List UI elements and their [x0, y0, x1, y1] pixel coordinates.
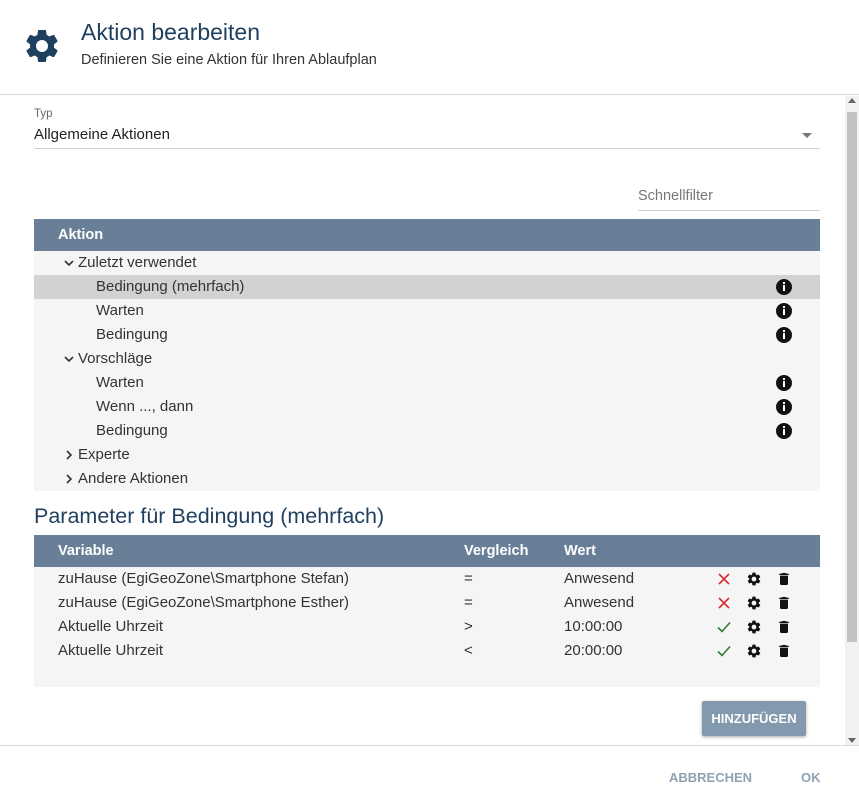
tree-item-label: Bedingung — [96, 422, 168, 439]
tree-group[interactable] — [34, 467, 820, 491]
trash-icon[interactable] — [776, 643, 792, 659]
gear-icon[interactable] — [746, 643, 762, 659]
chevron-down-icon — [64, 354, 74, 364]
parameter-value: Anwesend — [564, 594, 635, 611]
gear-icon — [22, 26, 62, 66]
dialog-title: Aktion bearbeiten — [81, 19, 261, 45]
tree-item-label: Bedingung — [96, 326, 168, 343]
parameter-row — [34, 567, 820, 591]
quick-filter-input[interactable] — [638, 184, 820, 208]
parameter-variable: Aktuelle Uhrzeit — [58, 642, 164, 659]
action-tree-header: Aktion — [34, 219, 820, 251]
column-header-value: Wert — [564, 543, 596, 559]
tree-item-label: Bedingung (mehrfach) — [96, 278, 245, 295]
parameter-value: 20:00:00 — [564, 642, 623, 659]
chevron-right-icon — [64, 474, 74, 484]
parameter-row — [34, 591, 820, 615]
tree-item[interactable] — [34, 371, 820, 395]
info-icon[interactable] — [776, 279, 792, 295]
action-tree-body — [34, 251, 820, 491]
trash-icon[interactable] — [776, 619, 792, 635]
dialog-subtitle: Definieren Sie eine Aktion für Ihren Ablaufplan — [81, 52, 377, 68]
gear-icon[interactable] — [746, 619, 762, 635]
tree-item[interactable] — [34, 275, 820, 299]
parameter-compare: > — [464, 618, 473, 635]
info-icon[interactable] — [776, 327, 792, 343]
tree-group[interactable] — [34, 443, 820, 467]
dropdown-arrow-icon — [802, 133, 812, 138]
dialog-content — [0, 96, 859, 746]
parameter-value: Anwesend — [564, 570, 635, 587]
close-icon — [716, 595, 732, 611]
check-icon — [716, 619, 732, 635]
action-tree — [34, 219, 820, 491]
gear-icon[interactable] — [746, 571, 762, 587]
close-icon — [716, 571, 732, 587]
tree-group-label: Andere Aktionen — [78, 470, 189, 487]
chevron-down-icon — [64, 258, 74, 268]
type-label: Typ — [34, 108, 53, 120]
type-select-value: Allgemeine Aktionen — [34, 126, 170, 143]
ok-button[interactable]: OK — [801, 770, 821, 785]
type-select[interactable] — [34, 124, 820, 149]
tree-item-label: Wenn ..., dann — [96, 398, 194, 415]
tree-item[interactable] — [34, 299, 820, 323]
parameter-compare: = — [464, 570, 473, 587]
parameter-row — [34, 639, 820, 663]
info-icon[interactable] — [776, 375, 792, 391]
parameters-table — [34, 535, 820, 687]
dialog-header — [0, 0, 859, 95]
tree-group[interactable] — [34, 251, 820, 275]
info-icon[interactable] — [776, 423, 792, 439]
parameters-table-header — [34, 535, 820, 567]
info-icon[interactable] — [776, 399, 792, 415]
column-header-compare: Vergleich — [464, 543, 529, 559]
check-icon — [716, 643, 732, 659]
tree-group[interactable] — [34, 347, 820, 371]
parameter-variable: zuHause (EgiGeoZone\Smartphone Stefan) — [58, 570, 349, 587]
content-scrollbar[interactable] — [845, 96, 859, 746]
cancel-button[interactable]: ABBRECHEN — [669, 770, 753, 785]
parameter-row — [34, 615, 820, 639]
trash-icon[interactable] — [776, 571, 792, 587]
quick-filter-field — [638, 184, 820, 211]
parameter-variable: Aktuelle Uhrzeit — [58, 618, 164, 635]
parameter-compare: < — [464, 642, 473, 659]
tree-item[interactable] — [34, 395, 820, 419]
scroll-up-arrow-icon[interactable] — [848, 98, 856, 103]
tree-item[interactable] — [34, 323, 820, 347]
info-icon[interactable] — [776, 303, 792, 319]
parameter-variable: zuHause (EgiGeoZone\Smartphone Esther) — [58, 594, 349, 611]
gear-icon[interactable] — [746, 595, 762, 611]
add-parameter-button[interactable]: HINZUFÜGEN — [702, 701, 806, 736]
chevron-right-icon — [64, 450, 74, 460]
tree-item-label: Warten — [96, 302, 144, 319]
tree-group-label: Vorschläge — [78, 350, 153, 367]
column-header-variable: Variable — [58, 543, 114, 559]
parameters-title: Parameter für Bedingung (mehrfach) — [34, 504, 385, 528]
parameter-value: 10:00:00 — [564, 618, 623, 635]
trash-icon[interactable] — [776, 595, 792, 611]
tree-item-label: Warten — [96, 374, 144, 391]
scroll-down-arrow-icon[interactable] — [848, 738, 856, 743]
parameter-compare: = — [464, 594, 473, 611]
tree-group-label: Experte — [78, 446, 130, 463]
parameters-table-body — [34, 567, 820, 663]
tree-item[interactable] — [34, 419, 820, 443]
scrollbar-thumb[interactable] — [847, 112, 857, 642]
tree-group-label: Zuletzt verwendet — [78, 254, 197, 271]
